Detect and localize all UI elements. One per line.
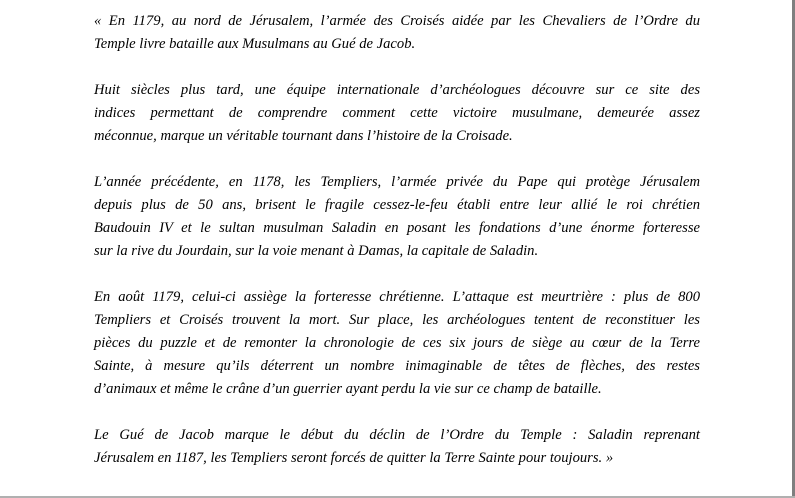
paragraph-1 (94, 10, 700, 56)
paragraph-3 (94, 171, 700, 263)
paragraph-4 (94, 286, 700, 401)
paragraph-5 (94, 424, 700, 470)
text-line: pièces du puzzle et de remonter la chronologie de ces six jours de siège au cœur de la Terre (94, 335, 700, 351)
text-line: Huit siècles plus tard, une équipe internationale d’archéologues découvre sur ce site des (94, 82, 700, 98)
paragraph-2 (94, 79, 700, 148)
text-line: indices permettant de comprendre comment cette victoire musulmane, demeurée assez (94, 105, 700, 121)
text-line: Temple livre bataille aux Musulmans au Gué de Jacob. (94, 36, 416, 52)
text-line: « En 1179, au nord de Jérusalem, l’armée des Croisés aidée par les Chevaliers de l’Ordre du (94, 13, 700, 29)
document-body (94, 10, 700, 493)
text-line: d’animaux et même le crâne d’un guerrier ayant perdu la vie sur ce champ de bataille. (94, 381, 602, 397)
text-line: L’année précédente, en 1178, les Templiers, l’armée privée du Pape qui protège Jérusalem (94, 174, 700, 190)
text-line: depuis plus de 50 ans, brisent le fragile cessez-le-feu établi entre leur allié le roi chrétien (94, 197, 700, 213)
text-line: méconnue, marque un véritable tournant dans l’histoire de la Croisade. (94, 128, 513, 144)
text-line: Baudouin IV et le sultan musulman Saladin en posant les fondations d’une énorme forteresse (94, 220, 700, 236)
text-line: Sainte, à mesure qu’ils déterrent un nombre inimaginable de têtes de flèches, des restes (94, 358, 700, 374)
text-line: sur la rive du Jourdain, sur la voie menant à Damas, la capitale de Saladin. (94, 243, 539, 259)
text-line: Le Gué de Jacob marque le début du déclin de l’Ordre du Temple : Saladin reprenant (94, 427, 700, 443)
text-line: Jérusalem en 1187, les Templiers seront forcés de quitter la Terre Sainte pour toujours. » (94, 450, 614, 466)
text-line: En août 1179, celui-ci assiège la forteresse chrétienne. L’attaque est meurtrière : plus de 800 (94, 289, 700, 305)
text-line: Templiers et Croisés trouvent la mort. Sur place, les archéologues tentent de reconstituer les (94, 312, 700, 328)
